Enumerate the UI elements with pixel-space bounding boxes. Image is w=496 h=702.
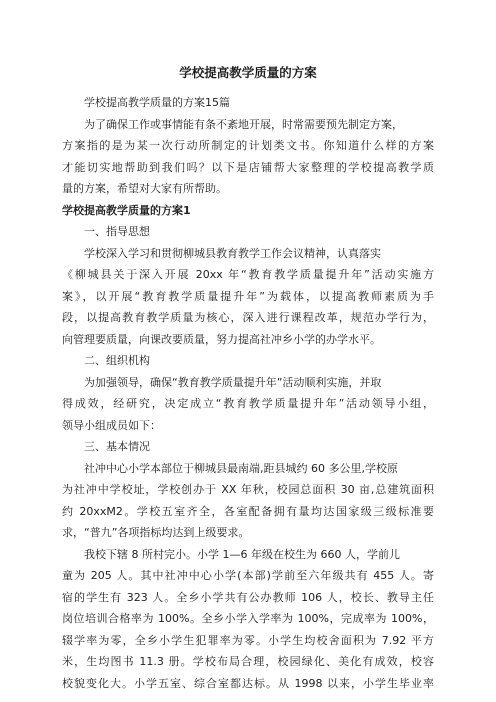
body-text-line: 童为 205 人。其中社冲中心小学(本部)学前至六年级共有 455 人。寄 [62, 569, 434, 582]
body-text-line: 宿的学生有 323 人。全乡小学共有公办教师 106 人，校长、教导主任 [62, 590, 434, 604]
body-text-line: 一、指导思想 [84, 225, 150, 238]
body-text-line: 为加强领导，确保“教育教学质量提升年”活动顺利实施，并取 [84, 375, 382, 389]
body-text-line: 为社冲中学校址，学校创办于 XX 年秋，校园总面积 30 亩,总建筑面积 [62, 483, 434, 496]
body-text-line: 学校深入学习和贯彻柳城县教育教学工作会议精神，认真落实 [84, 246, 381, 260]
body-text-line: 领导小组成员如下： [62, 418, 161, 432]
body-text-line: 方案指的是为某一次行动所制定的计划类文书。你知道什么样的方案 [62, 139, 434, 152]
body-text-line: 求，“普九”各项指标均达到上级要求。 [62, 526, 250, 539]
body-text-line: 校貌变化大。小学五室、综合室都达标。从 1998 以来，小学生毕业率 [62, 676, 434, 690]
body-text-line: 社冲中心小学本部位于柳城县最南端,距县城约 60 多公里,学校原 [84, 461, 398, 475]
body-text-line: 辍学率为零，全乡小学生犯罪率为零。小学生均校舍面积为 7.92 平方 [62, 633, 434, 647]
body-text-line: 向管理要质量，向课改要质量，努力提高社冲乡小学的办学水平。 [62, 332, 381, 346]
body-text-line: 量的方案，希望对大家有所帮助。 [62, 182, 227, 195]
body-text-line: 二、组织机构 [84, 354, 150, 367]
body-text-line: 三、基本情况 [84, 440, 150, 453]
body-text-line: 《柳城县关于深入开展 20xx 年“教育教学质量提升年”活动实施方 [62, 268, 434, 281]
section-heading: 学校提高教学质量的方案1 [62, 203, 191, 217]
body-text-line: 案》，以开展“教育教学质量提升年”为载体，以提高教师素质为手 [62, 289, 434, 303]
body-text-line: 我校下辖 8 所村完小。小学 1—6 年级在校生为 660 人，学前儿 [84, 547, 400, 561]
body-text-line: 才能切实地帮助到我们吗？以下是店铺帮大家整理的学校提高教学质 [62, 160, 434, 174]
body-text-line: 得成效，经研究，决定成立“教育教学质量提升年”活动领导小组， [62, 397, 434, 410]
body-text-line: 为了确保工作或事情能有条不紊地开展，时常需要预先制定方案， [84, 117, 403, 131]
body-text-line: 约 20xxM2。学校五室齐全，各室配备拥有量均达国家级三级标准要 [62, 504, 434, 518]
body-text-line: 岗位培训合格率为 100%。全乡小学入学率为 100%，完成率为 100%， [62, 612, 434, 625]
body-text-line: 米，生均图书 11.3 册。学校布局合理，校园绿化、美化有成效，校容 [62, 655, 434, 668]
document-title: 学校提高教学质量的方案 [179, 65, 317, 80]
body-text-line: 段，以提高教育教学质量为核心，深入进行课程改革，规范办学行为， [62, 311, 434, 324]
body-text-line: 学校提高教学质量的方案15篇 [84, 96, 230, 109]
